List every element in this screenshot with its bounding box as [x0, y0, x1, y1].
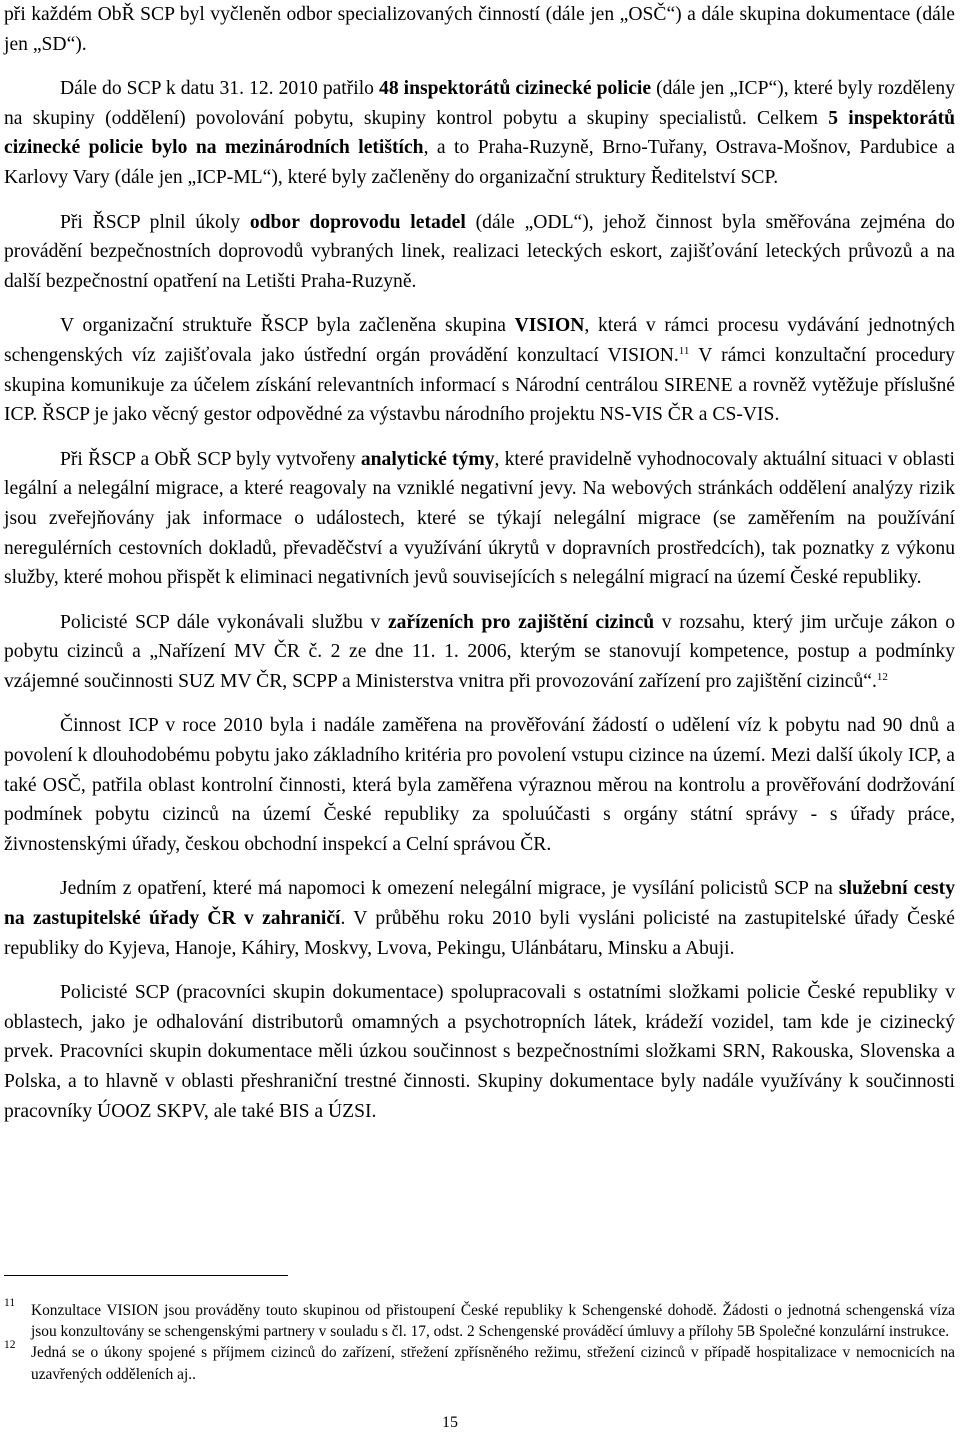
footnote-number: 11	[4, 1297, 16, 1309]
paragraph-5: Při ŘSCP a ObŘ SCP byly vytvořeny analytické týmy, které pravidelně vyhodnocovaly aktuální situaci v oblasti legální a nelegální migrace, a které reagovaly na vzniklé negativní jevy. Na webových stránkách oddělení analýzy rizik jsou zveřejňovány jak informace o událostech, které se týkají nelegální migrace (se zaměřením na používání neregulérních cestovních dokladů, převaděčství a využívání úkrytů v dopravních prostředcích), tak poznatky z výkonu služby, které mohou přispět k eliminaci negativních jevů souvisejících s nelegální migrací na území České republiky.	[4, 448, 955, 589]
paragraph-9: Policisté SCP (pracovníci skupin dokumentace) spolupracovali s ostatními složkami policie České republiky v oblastech, jako je odhalování distributorů omamných a psychotropních látek, krádeží vozidel, tam kde je cizinecký prvek. Pracovníci skupin dokumentace měli úzkou součinnost s bezpečnostními složkami SRN, Rakouska, Slovenska a Polska, a to hlavně v oblasti přeshraniční trestné činnosti. Skupiny dokumentace byly nadále využívány k součinnosti pracovníky ÚOOZ SKPV, ale také BIS a ÚZSI.	[4, 982, 955, 1122]
footnote-11	[4, 1297, 955, 1342]
footnote-12	[4, 1339, 955, 1384]
paragraph-2: Dále do SCP k datu 31. 12. 2010 patřilo 48 inspektorátů cizinecké policie (dále jen „ICP“), které byly rozděleny na skupiny (oddělení) povolování pobytu, skupiny kontrol pobytu a skupiny specialistů. Celkem 5 inspektorátů cizinecké policie bylo na mezinárodních letištích, a to Praha-Ruzyně, Brno-Tuřany, Ostrava-Mošnov, Pardubice a Karlovy Vary (dále jen „ICP-ML“), které byly začleněny do organizační struktury Ředitelství SCP.	[4, 78, 956, 188]
footnotes	[4, 1297, 955, 1385]
document-body	[4, 0, 955, 1126]
footnote-text: Konzultace VISION jsou prováděny touto skupinou od přistoupení České republiky k Schengenské dohodě. Žádosti o jednotná schengenská víza jsou konzultovány se schengenskými partnery v souladu s čl. 17, odst. 2 Schengenské prováděcí úmluvy a přílohy 5B Společné konzulární instrukce.	[31, 1302, 955, 1341]
page-number: 15	[442, 1414, 458, 1431]
paragraph-8: Jedním z opatření, které má napomoci k omezení nelegální migrace, je vysílání policistů SCP na služební cesty na zastupitelské úřady ČR v zahraničí. V průběhu roku 2010 byli vysláni policisté na zastupitelské úřady České republiky do Kyjeva, Hanoje, Káhiry, Moskvy, Lvova, Pekingu, Ulánbátaru, Minsku a Abuji.	[4, 878, 955, 959]
footnote-ref-12[interactable]: 12	[876, 670, 888, 683]
paragraph-4: V organizační struktuře ŘSCP byla začleněna skupina VISION, která v rámci procesu vydávání jednotných schengenských víz zajišťovala jako ústřední orgán provádění konzultací VISION.$^{11}$ V rámci konzultační procedury skupina komunikuje za účelem získání relevantních informací s Národní centrálou SIRENE a rovněž vytěžuje příslušné ICP. ŘSCP je jako věcný gestor odpovědné za výstavbu národního projektu NS-VIS ČR a CS-VIS.	[4, 315, 955, 426]
footnote-text: Jedná se o úkony spojené s příjmem cizinců do zařízení, střežení zpřísněného režimu, střežení cizinců v případě hospitalizace v nemocnicích na uzavřených odděleních aj..	[31, 1344, 955, 1383]
paragraph-7: Činnost ICP v roce 2010 byla i nadále zaměřena na prověřování žádostí o udělení víz k pobytu nad 90 dnů a povolení k dlouhodobému pobytu jako základního kritéria pro povolení vstupu cizince na území. Mezi další úkoly ICP, a také OSČ, patřila oblast kontrolní činnosti, která byla zaměřena výraznou měrou na kontrolu a prověřování dodržování podmínek pobytu cizinců na území České republiky za spoluúčasti s orgány státní správy - s úřady práce, živnostenskými úřady, českou obchodní inspekcí a Celní správou ČR.	[4, 715, 955, 855]
footnote-separator	[4, 1275, 288, 1276]
paragraph-3: Při ŘSCP plnil úkoly odbor doprovodu letadel (dále „ODL“), jehož činnost byla směřována zejména do provádění bezpečnostních doprovodů vybraných linek, realizaci leteckých eskort, zajišťování leteckých průvozů a na další bezpečnostní opatření na Letišti Praha-Ruzyně.	[4, 211, 955, 292]
paragraph-6: Policisté SCP dále vykonávali službu v zařízeních pro zajištění cizinců v rozsahu, který jim určuje zákon o pobytu cizinců a „Nařízení MV ČR č. 2 ze dne 11. 1. 2006, kterým se stanovují kompetence, postup a podmínky vzájemné součinnosti SUZ MV ČR, SCPP a Ministerstva vnitra při provozování zařízení pro zajištění cizinců“.$^{12}$	[4, 611, 955, 692]
footnote-number: 12	[4, 1339, 16, 1352]
paragraph-1: při každém ObŘ SCP byl vyčleněn odbor specializovaných činností (dále jen „OSČ“) a dále skupina dokumentace (dále jen „SD“).	[4, 4, 955, 55]
footnote-ref-11[interactable]: 11	[678, 344, 690, 357]
